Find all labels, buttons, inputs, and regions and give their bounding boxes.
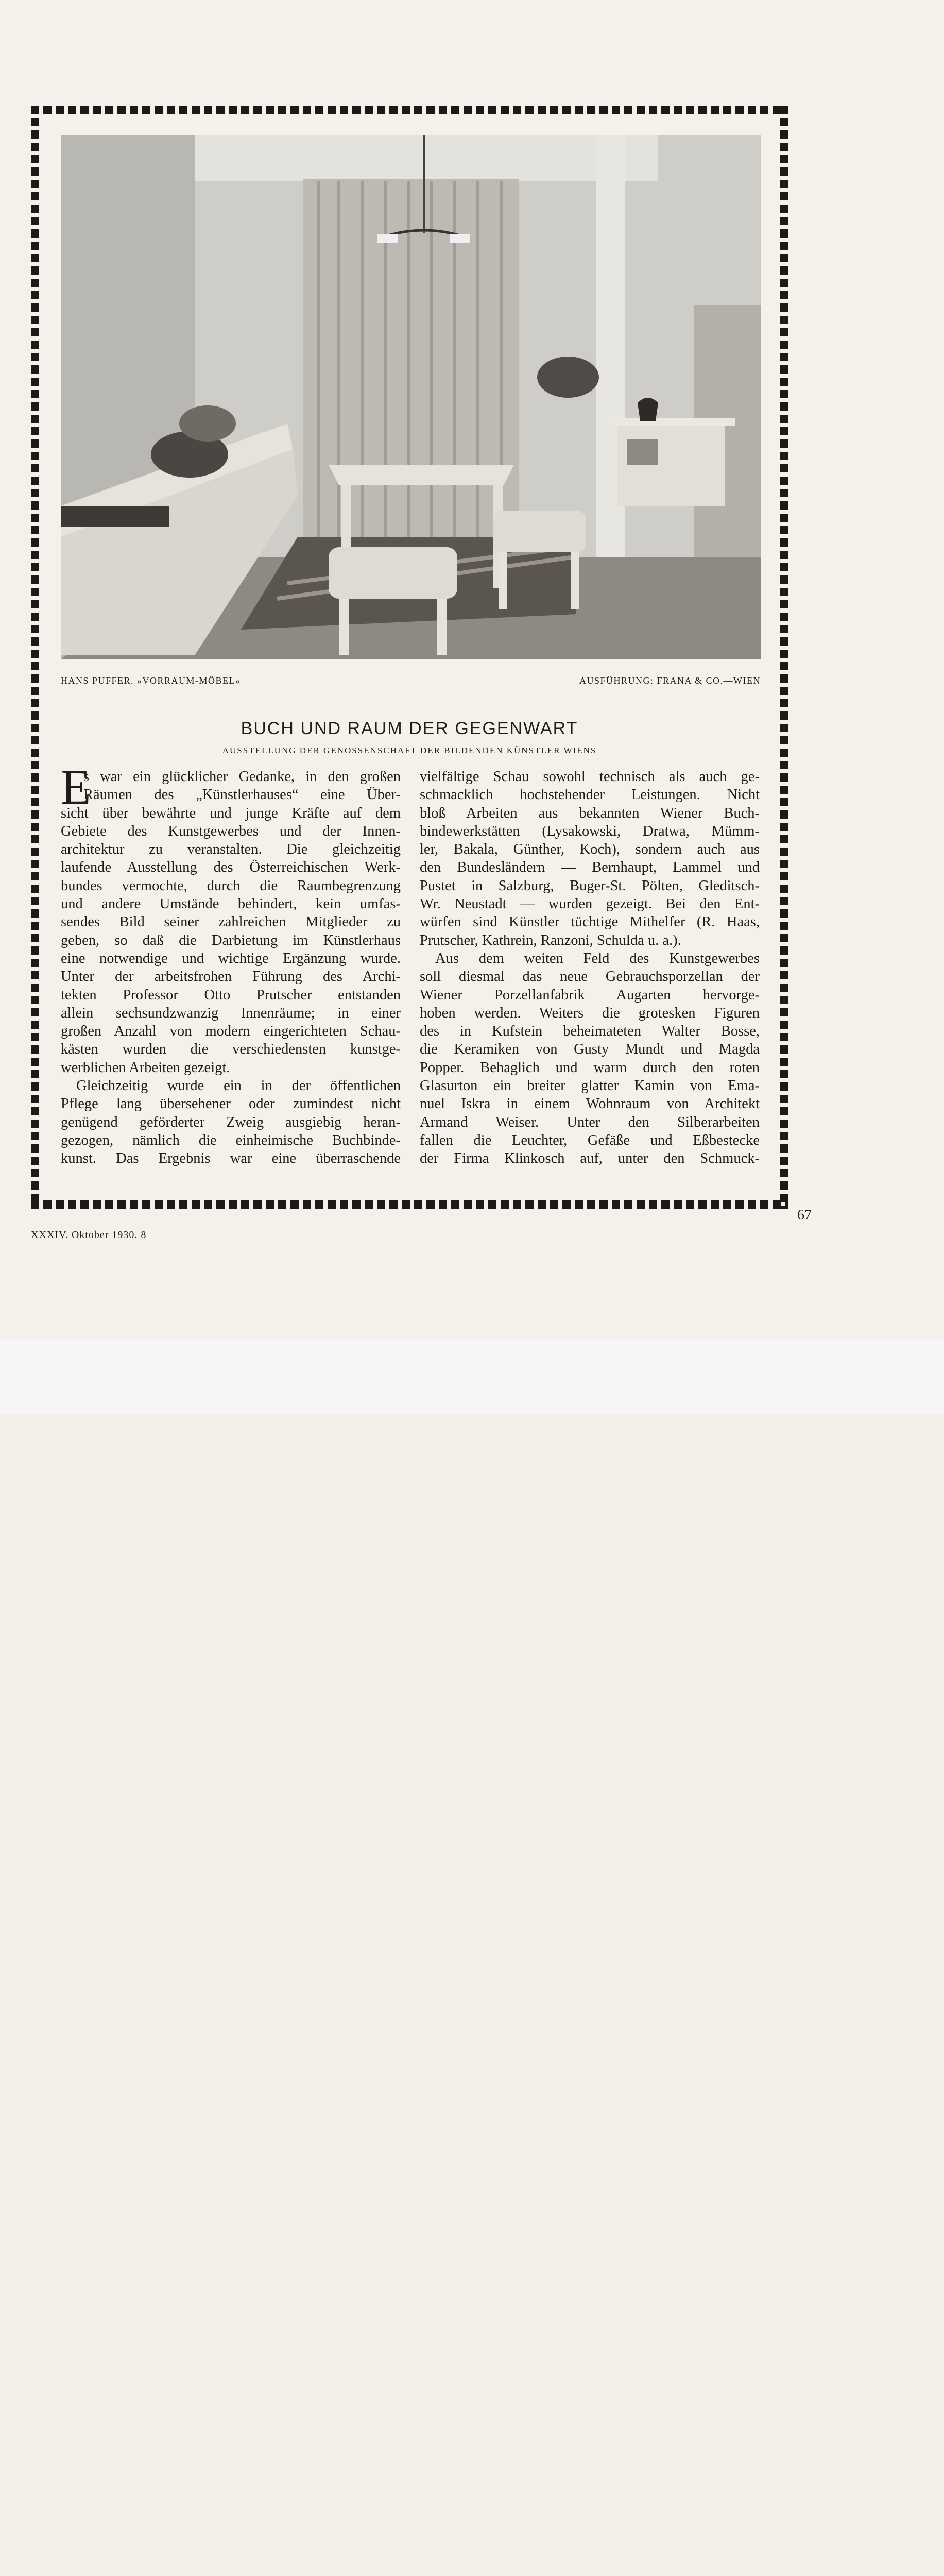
text-line: eine notwendige und wichtige Ergänzung wurde. [61,950,401,967]
text-line: bloß Arbeiten aus bekannten Wiener Buch- [420,805,760,821]
text-line: und andere Umstände behindert, kein umfas- [61,896,401,912]
text-line: geben, so daß die Darbietung im Künstlerhaus [61,932,401,948]
text-line: Unter der arbeitsfrohen Führung des Archi- [61,969,401,985]
text-line: den Bundesländern — Bernhaupt, Lammel und [420,859,760,876]
text-line: Wiener Porzellanfabrik Augarten hervorge- [420,987,760,1003]
text-line: Glasurton ein breiter glatter Kamin von Ema- [420,1078,760,1094]
border-right [780,106,788,1209]
text-line: s war ein glücklicher Gedanke, in den großen [83,769,401,785]
text-line: großen Anzahl von modern eingerichteten Schau- [61,1023,401,1040]
text-line: Armand Weiser. Unter den Silberarbeiten [420,1114,760,1130]
text-line: sendes Bild seiner zahlreichen Mitglieder zu [61,914,401,930]
border-top [31,106,788,114]
text-line: kästen wurden die verschiedensten kunstge- [61,1041,401,1058]
text-line: Räumen des „Künstlerhauses“ eine Über- [83,787,401,803]
text-line: würfen sind Künstler tüchtige Mithelfer (R. Haas, [420,914,760,930]
article-subtitle: AUSSTELLUNG DER GENOSSENSCHAFT DER BILDENDEN KÜNSTLER WIENS [222,745,597,755]
text-line: Gleichzeitig wurde ein in der öffentlichen [76,1078,401,1094]
text-line: sicht über bewährte und junge Kräfte auf dem [61,805,401,821]
photo-caption-left: HANS PUFFER. »VORRAUM-MÖBEL« [61,675,241,686]
text-line: bundes vermochte, durch die Raumbegrenzung [61,877,401,894]
interior-photograph [61,135,761,659]
text-line: laufende Ausstellung des Österreichischen Werk- [61,859,401,876]
text-line: gezogen, nämlich die einheimische Buchbinde- [61,1132,401,1148]
text-line: hoben werden. Weiters die grotesken Figuren [420,1005,760,1021]
text-line: Aus dem weiten Feld des Kunstgewerbes [435,950,760,967]
text-column-left [61,759,401,1168]
text-line: des in Kufstein beheimateten Walter Bosse, [420,1023,760,1040]
volume-line: XXXIV. Oktober 1930. 8 [31,1229,147,1241]
text-line: Popper. Behaglich und warm durch den roten [420,1059,760,1076]
text-line: vielfältige Schau sowohl technisch als auch ge- [420,769,760,785]
text-line: Prutscher, Kathrein, Ranzoni, Schulda u. a.). [420,932,681,948]
text-line: Wr. Neustadt — wurden gezeigt. Bei den Ent- [420,896,760,912]
photo-caption-right: AUSFÜHRUNG: FRANA & CO.—WIEN [579,675,761,686]
text-line: Pustet in Salzburg, Buger-St. Pölten, Gleditsch- [420,877,760,894]
text-line: werblichen Arbeiten gezeigt. [61,1059,230,1076]
text-line: tekten Professor Otto Prutscher entstanden [61,987,401,1003]
text-line: ler, Bakala, Günther, Koch), sondern auch aus [420,841,760,858]
text-line: kunst. Das Ergebnis war eine überraschende [61,1150,401,1167]
digitization-footer [0,1340,944,1414]
border-bottom [31,1200,788,1209]
page-number: 67 [797,1207,812,1223]
text-line: nuel Iskra in einem Wohnraum von Architekt [420,1096,760,1112]
text-line: die Keramiken von Gusty Mundt und Magda [420,1041,760,1058]
text-line: der Firma Klinkosch auf, unter den Schmuck- [420,1150,760,1167]
text-line: schmacklich hochstehender Leistungen. Nicht [420,787,760,803]
text-line: allein sechsundzwanzig Innenräume; in einer [61,1005,401,1021]
text-line: fallen die Leuchter, Gefäße und Eßbestecke [420,1132,760,1148]
border-left [31,106,39,1209]
text-line: bindewerkstätten (Lysakowski, Dratwa, Mümm- [420,823,760,839]
text-column-right [420,768,760,1168]
text-line: genügend geförderter Zweig ausgiebig heran- [61,1114,401,1130]
drop-cap: E [61,759,91,815]
text-line: Pflege lang übersehener oder zumindest nicht [61,1096,401,1112]
text-line: Gebiete des Kunstgewerbes und der Innen- [61,823,401,839]
text-line: soll diesmal das neue Gebrauchsporzellan der [420,969,760,985]
text-line: architektur zu veranstalten. Die gleichzeitig [61,841,401,858]
article-title: BUCH UND RAUM DER GEGENWART [241,719,578,738]
